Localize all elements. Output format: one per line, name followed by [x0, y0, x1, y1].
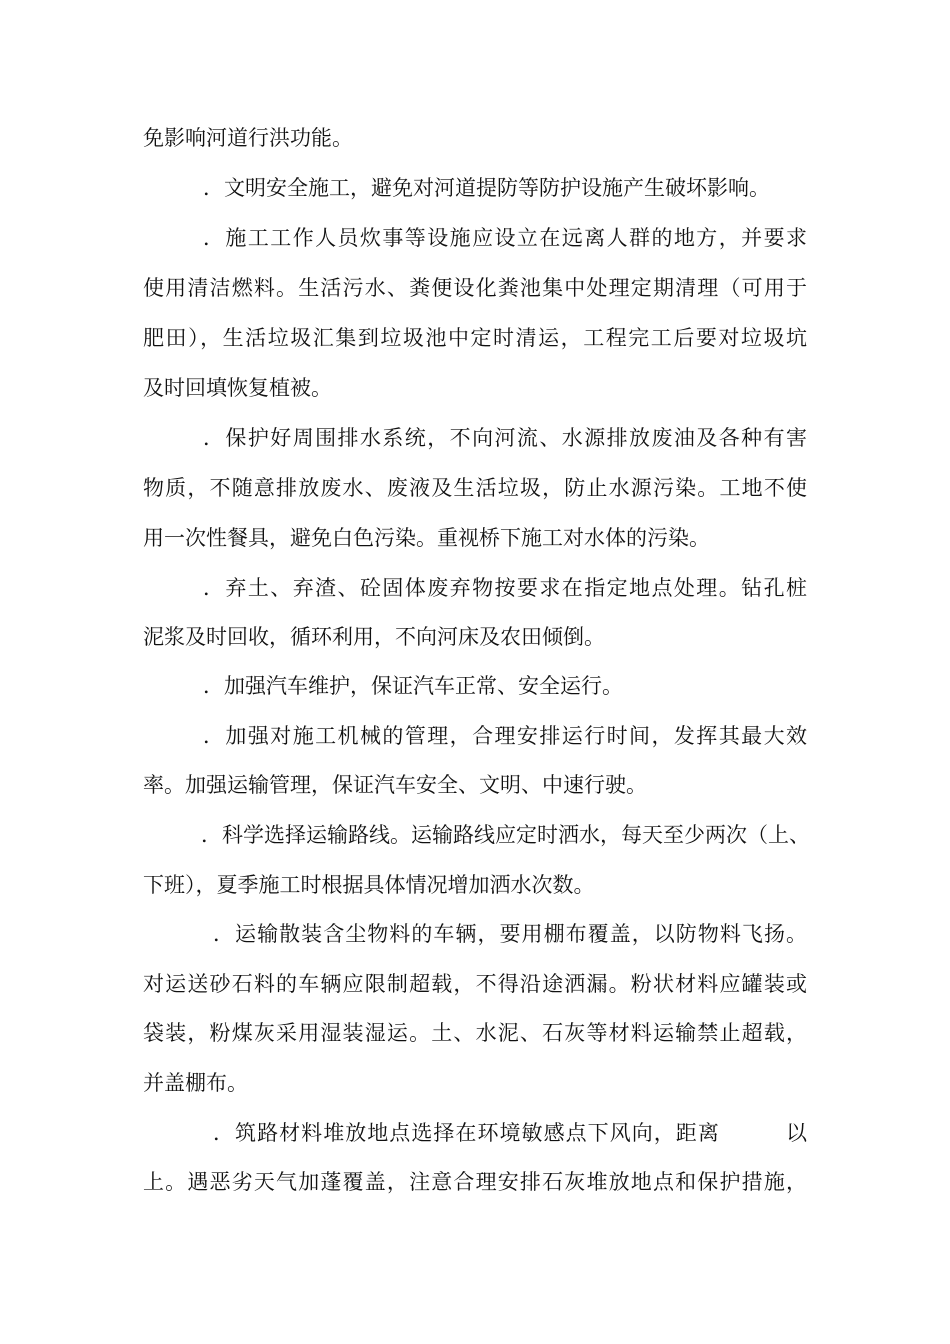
text-line: 泥浆及时回收，循环利用，不向河床及农田倾倒。 — [143, 625, 605, 649]
text-line: ．保护好周围排水系统，不向河流、水源排放废油及各种有害 — [203, 426, 807, 450]
text-line: 袋装，粉煤灰采用湿装湿运。土、水泥、石灰等材料运输禁止超载， — [143, 1021, 807, 1045]
text-line: ．加强对施工机械的管理，合理安排运行时间，发挥其最大效 — [203, 724, 807, 748]
text-line: 下班），夏季施工时根据具体情况增加洒水次数。 — [143, 873, 595, 897]
text-line: ．加强汽车维护，保证汽车正常、安全运行。 — [203, 674, 623, 698]
text-line: ．文明安全施工，避免对河道提防等防护设施产生破坏影响。 — [203, 176, 770, 200]
text-line: ．运输散装含尘物料的车辆，要用棚布覆盖，以防物料飞扬。 — [213, 922, 807, 946]
text-line: ．弃土、弃渣、砼固体废弃物按要求在指定地点处理。钻孔桩 — [203, 576, 807, 600]
text-line: 物质，不随意排放废水、废液及生活垃圾，防止水源污染。工地不使 — [143, 476, 807, 500]
text-line: 及时回填恢复植被。 — [143, 376, 332, 400]
text-line: 免影响河道行洪功能。 — [143, 126, 353, 150]
text-line: 使用清洁燃料。生活污水、粪便设化粪池集中处理定期清理（可用于 — [143, 276, 807, 300]
text-line: 对运送砂石料的车辆应限制超载，不得沿途洒漏。粉状材料应罐装或 — [143, 972, 807, 996]
text-line: ．筑路材料堆放地点选择在环境敏感点下风向，距离 以 — [213, 1121, 807, 1145]
text-line: 上。遇恶劣天气加蓬覆盖，注意合理安排石灰堆放地点和保护措施， — [143, 1170, 807, 1194]
text-line: ．施工工作人员炊事等设施应设立在远离人群的地方，并要求 — [203, 226, 807, 250]
text-line: 肥田），生活垃圾汇集到垃圾池中定时清运，工程完工后要对垃圾坑 — [143, 326, 807, 350]
text-line: 率。加强运输管理，保证汽车安全、文明、中速行驶。 — [143, 773, 647, 797]
text-line: 并盖棚布。 — [143, 1071, 248, 1095]
text-line: 用一次性餐具，避免白色污染。重视桥下施工对水体的污染。 — [143, 526, 710, 550]
text-line: ．科学选择运输路线。运输路线应定时洒水，每天至少两次（上、 — [201, 823, 810, 847]
